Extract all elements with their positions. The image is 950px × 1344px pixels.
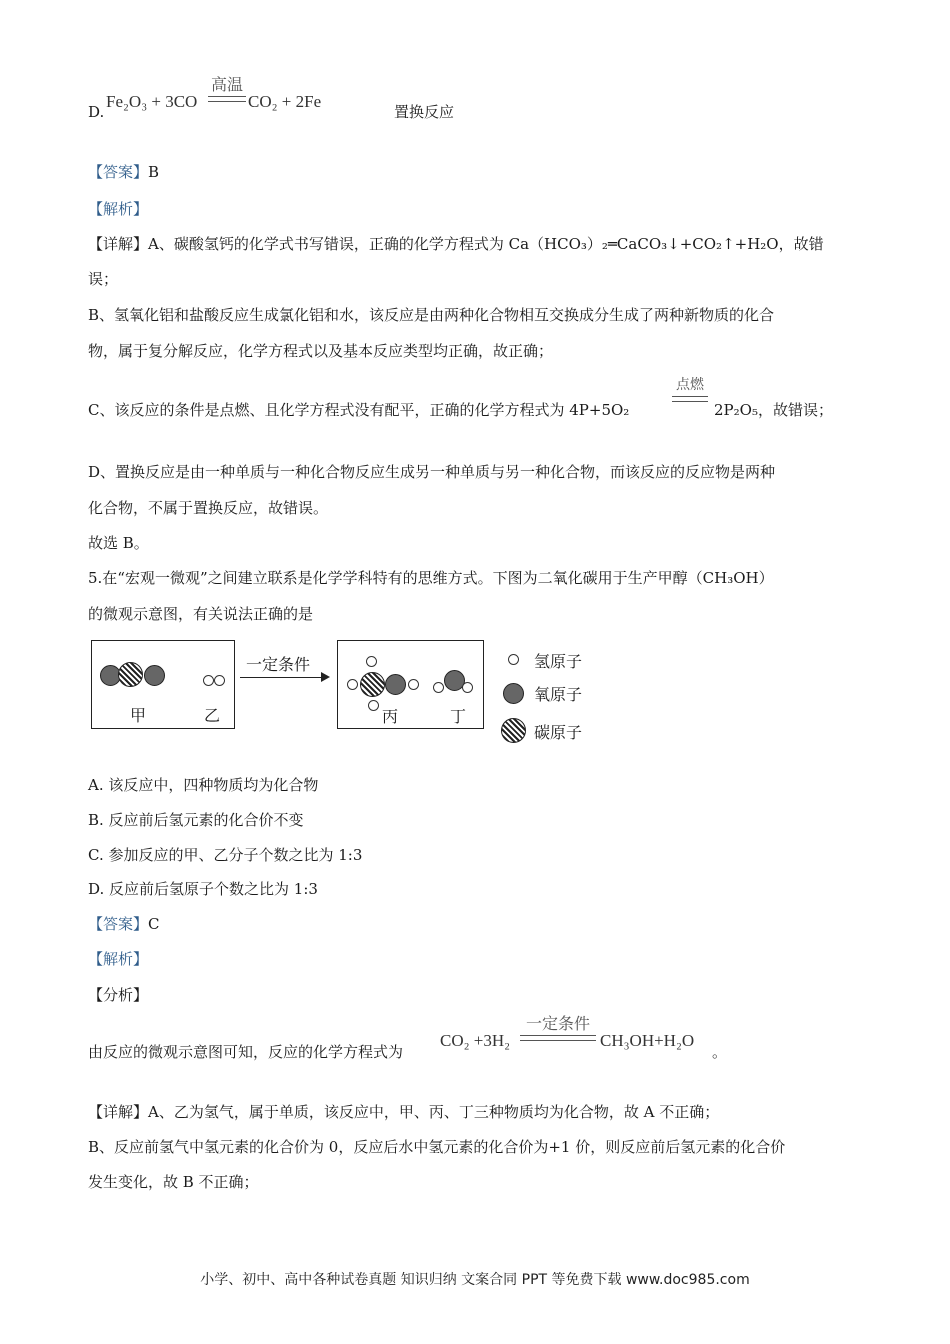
diagram-condition: 一定条件: [246, 655, 311, 674]
q5-answer: 【答案】C: [88, 915, 160, 933]
q5-stem-line2: 的微观示意图，有关说法正确的是: [88, 605, 314, 623]
q5-option-b: B. 反应前后氢元素的化合价不变: [88, 811, 304, 829]
arrow-head-icon: [321, 672, 330, 682]
label-ding: 丁: [450, 707, 467, 726]
q5-equation-prefix: 由反应的微观示意图可知，反应的化学方程式为: [88, 1043, 404, 1061]
hydrogen-atom-icon: [462, 682, 473, 693]
q5-equation-left: CO₂ +3H₂: [440, 1031, 511, 1050]
q5-detail-b1: B、反应前氢气中氢元素的化合价为 0，反应后水中氢元素的化合价为+1 价，则反应前后氢元素的化合价: [88, 1138, 786, 1156]
legend-hydrogen-icon: [508, 654, 519, 665]
q5-analysis-tag: 【解析】: [88, 950, 149, 968]
option-d-formula-left: Fe₂O₃ + 3CO: [106, 92, 198, 111]
hydrogen-atom-icon: [214, 675, 225, 686]
q4-answer: 【答案】B: [88, 163, 160, 181]
carbon-atom-icon: [118, 662, 143, 687]
legend-hydrogen-label: 氢原子: [534, 652, 583, 671]
option-d-formula-right: CO₂ + 2Fe: [248, 92, 322, 111]
product-box: [337, 640, 484, 729]
hydrogen-atom-icon: [433, 682, 444, 693]
q4-c-suffix: 2P₂O₅，故错误；: [714, 401, 833, 419]
carbon-atom-icon: [360, 672, 385, 697]
q5-stem-line1: 5.在“宏观一微观”之间建立联系是化学学科特有的思维方式。下图为二氧化碳用于生产甲醇（CH₃OH）: [88, 569, 774, 587]
q4-b-line1: B、氢氧化铝和盐酸反应生成氯化铝和水，该反应是由两种化合物相互交换成分生成了两种新物质的化合: [88, 306, 775, 324]
hydrogen-atom-icon: [408, 679, 419, 690]
legend-carbon-icon: [501, 718, 526, 743]
legend-oxygen-icon: [503, 683, 524, 704]
q5-equation-right: CH₃OH+H₂O: [600, 1031, 695, 1050]
hydrogen-atom-icon: [366, 656, 377, 667]
legend-oxygen-label: 氧原子: [534, 685, 583, 704]
q5-fenxi-tag: 【分析】: [88, 986, 149, 1004]
option-d-type: 置换反应: [394, 103, 455, 121]
q4-analysis-tag: 【解析】: [88, 200, 149, 218]
reaction-arrow-icon: [240, 677, 324, 678]
q4-choose: 故选 B。: [88, 534, 149, 552]
q4-c-condition: 点燃: [672, 376, 708, 402]
hydrogen-atom-icon: [368, 700, 379, 711]
q5-detail-b2: 发生变化，故 B 不正确；: [88, 1173, 259, 1191]
legend-carbon-label: 碳原子: [534, 723, 583, 742]
label-bing: 丙: [382, 707, 399, 726]
q5-option-d: D. 反应前后氢原子个数之比为 1:3: [88, 880, 318, 898]
page-footer: 小学、初中、高中各种试卷真题 知识归纳 文案合同 PPT 等免费下载 www.doc985.com: [200, 1272, 750, 1288]
option-d-prefix: D.: [88, 103, 105, 121]
oxygen-atom-icon: [385, 674, 406, 695]
option-d-condition: 高温: [208, 76, 246, 102]
q4-b-line2: 物，属于复分解反应，化学方程式以及基本反应类型均正确，故正确；: [88, 342, 554, 360]
label-jia: 甲: [130, 706, 147, 725]
q5-detail-a: 【详解】A、乙为氢气，属于单质，该反应中，甲、丙、丁三种物质均为化合物，故 A 不正确；: [88, 1103, 720, 1121]
reactant-box: [91, 640, 235, 729]
q4-c-prefix: C、该反应的条件是点燃、且化学方程式没有配平，正确的化学方程式为 4P+5O₂: [88, 401, 630, 419]
q5-equation-end: 。: [712, 1043, 728, 1061]
q5-equation-condition: 一定条件: [520, 1015, 596, 1041]
hydrogen-atom-icon: [203, 675, 214, 686]
oxygen-atom-icon: [144, 665, 165, 686]
q4-d-line1: D、置换反应是由一种单质与一种化合物反应生成另一种单质与另一种化合物，而该反应的反应物是两种: [88, 463, 776, 481]
q4-detail-line2: 误；: [88, 270, 119, 288]
q5-option-c: C. 参加反应的甲、乙分子个数之比为 1:3: [88, 846, 363, 864]
q5-option-a: A. 该反应中，四种物质均为化合物: [88, 776, 319, 794]
q4-detail-line1: 【详解】A、碳酸氢钙的化学式书写错误，正确的化学方程式为 Ca（HCO₃）₂═CaCO₃↓+CO₂↑+H₂O，故错: [88, 235, 824, 253]
label-yi: 乙: [204, 706, 221, 725]
q4-d-line2: 化合物，不属于置换反应，故错误。: [88, 499, 329, 517]
hydrogen-atom-icon: [347, 679, 358, 690]
